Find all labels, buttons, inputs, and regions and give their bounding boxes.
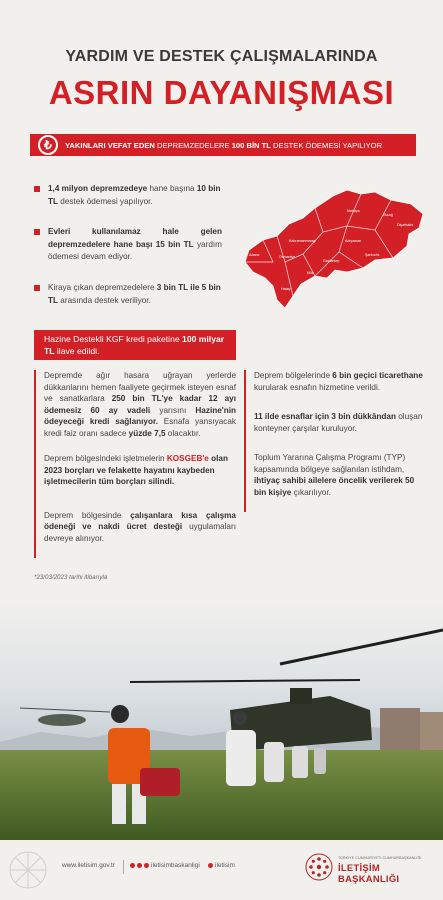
bold-text: Hazine'nin ödeyeceği kredi sağlanıyor. [44,405,237,426]
text: Toplum Yararına Çalışma Programı (TYP) kapsamında bölgeye sağlanılan istihdam, [254,453,406,474]
turkish-lira-icon: ₺ [38,135,58,155]
twitter-icon [137,863,142,868]
map-label: Kilis [307,271,314,275]
text: Depremde ağır hasara uğrayan yerlerde dükkanlarını hemen faaliyete geçirmek isteyen esnaf ve sanatkarlara [44,371,236,403]
headline-banner [30,134,416,156]
banner-text-2: DEPREMZEDELERE [154,140,232,150]
bullet-bold: Evleri kullanılamaz hale gelen depremzedelere hane başı 15 bin TL [48,227,222,249]
map-label: Diyarbakır [397,223,414,227]
map-label: Hatay [281,287,291,291]
bullet-text: yardım ödemesi devam ediyor. [48,239,222,261]
banner-bold-2: 100 BİN TL [231,140,271,150]
bold-text: ihtiyaç sahibi ailelere öncelik verilerek 50 bin kişiye [254,476,415,497]
text: çıkarılıyor. [291,487,331,497]
social-handle-link-2[interactable] [208,862,235,869]
kgf-highlight [34,330,236,360]
helicopter-rescue-photo [0,600,443,840]
paragraph-typ [254,452,424,498]
banner-bold-1: YAKINLARI VEFAT EDEN [65,140,155,150]
banner-text-4: DESTEK ÖDEMESİ YAPILIYOR [270,140,383,150]
footnote: *23/03/2023 tarihi itibarıyla [34,574,108,581]
map-label: Kahramanmaraş [289,239,316,243]
bullet-bold-2: 3 bin TL ile 5 bin TL [48,283,221,305]
map-label: Gaziantep [323,259,340,263]
text: oluşan konteyner çarşılar kuruluyor. [254,412,423,433]
text: Deprem bölgesinde [44,510,131,520]
paragraph-kosgeb [44,453,236,488]
kgf-bold: 100 milyar TL [44,334,225,356]
social-handle-text: iletisimbaskanligi [151,862,200,869]
text: olacaktır. [165,428,201,438]
bold-text: 11 ilde esnaflar için 3 bin dükkândan [254,412,396,421]
bullet-item [34,282,222,307]
footer [0,840,443,900]
facebook-icon [130,863,135,868]
header-title: ASRIN DAYANIŞMASI [48,74,395,111]
map-label: Malatya [347,209,360,213]
bold-text: yüzde 7,5 [128,428,166,438]
map-label: Şanlıurfa [365,253,380,257]
map-label: Osmaniye [279,255,296,259]
paragraph-workers [44,510,236,545]
kgf-text-1: Hazine Destekli KGF kredi paketine [44,334,183,344]
bullet-item [34,226,222,264]
bullet-text-2: destek ödemesi yapılıyor. [58,196,153,206]
bullet-bold-2: 10 bin TL [48,184,221,206]
social-handle-link[interactable] [130,862,200,869]
red-text: KOSGEB'e [166,454,209,463]
map-label: Adana [249,253,260,257]
text: kurularak esnafın hizmetine verildi. [254,382,381,392]
paragraph-shops [254,370,424,393]
text: uygulamaları devreye alınıyor. [44,522,236,543]
bullet-text: hane başına [147,184,197,193]
text: Deprem bölgesindeki işletmelerin [44,454,167,463]
bold-text: çalışanlara kısa çalışma ödeneği ve nakdi ücret desteği [44,510,236,531]
map-label: Adıyaman [345,239,362,243]
website-link[interactable]: www.iletisim.gov.tr [62,862,115,869]
bullet-text: Kiraya çıkan depremzedelere [48,283,157,292]
text: yarısını [150,405,196,415]
bold-text: 250 bin TL'ye kadar 12 ayı ödemesiz 60 ay vadeli [44,394,236,415]
bullet-bold: 1,4 milyon depremzedeye [48,184,148,193]
social-handle-text-2: iletisim [215,862,235,869]
paragraph-credit [44,370,236,439]
bullet-item [34,183,222,208]
kgf-text-2: ilave edildi. [54,346,100,356]
right-column [244,370,424,512]
text: Deprem bölgelerinde [254,371,333,380]
instagram-icon [144,863,149,868]
org-name: İLETİŞİM BAŞKANLIĞI [338,862,400,884]
bullet-text-2: arasında destek veriliyor. [58,295,151,305]
paragraph-containers [254,411,424,434]
region-map-shape [245,190,423,308]
iletisim-logo-icon [304,852,334,882]
map-label: Elazığ [383,213,393,217]
header-line-1: YARDIM VE DESTEK ÇALIŞMALARINDA [65,48,378,65]
youtube-icon [208,863,213,868]
org-subtitle: TÜRKİYE CUMHURİYETİ CUMHURBAŞKANLIĞI [338,856,422,860]
decorative-pattern-icon [4,846,52,894]
footer-divider [123,860,124,874]
earthquake-region-map [243,182,431,312]
bold-text: olan 2023 borçları ve felakette hayatını kaybeden işletmecilerin tüm borçları silindi. [44,454,228,486]
banner-text [65,141,382,150]
bold-text: 6 bin geçici ticarethane [332,371,423,380]
left-column [34,370,236,558]
text: Esnafa yansıyacak kredi faiz oranı sadece [44,417,236,438]
